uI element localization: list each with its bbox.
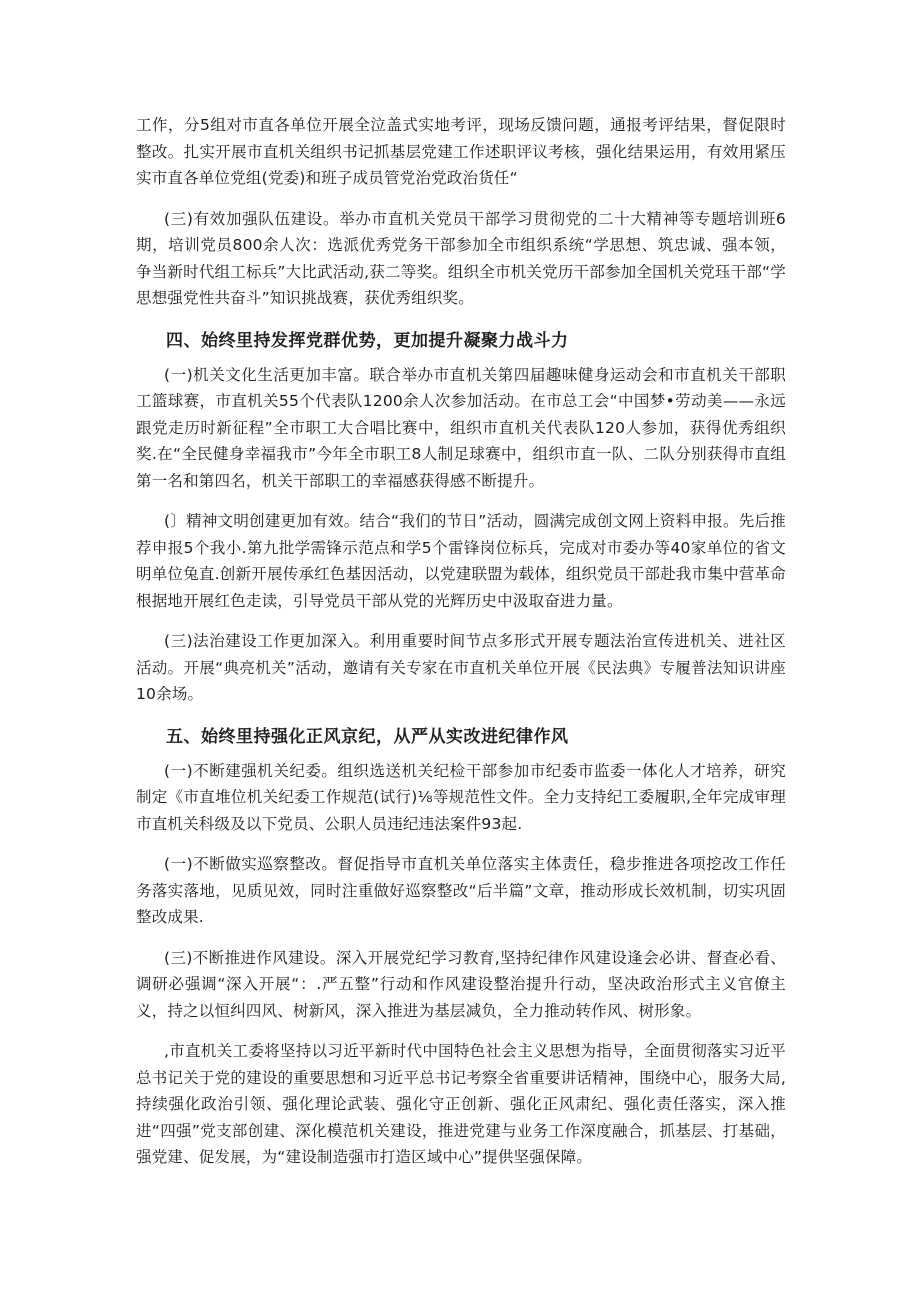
paragraph-discipline-committee: (一)不断建强机关纪委。组织选送机关纪检干部参加市纪委市监委一体化人才培养，研究制定《市直堆位机关纪委工作规范(试行)⅛等规范性文件。全力支持纪工委履职,全年完成审理市直机关科级及以下党员、公职人员违纪违法案件93起. bbox=[136, 761, 786, 833]
paragraph-assessment-continued: 工作，分5组对市直各单位开展全泣盖式实地考评，现场反馈问题，通报考评结果，督促限时整改。扎实开展市直机关组织书记抓基层党建工作述职评议考核，强化结果运用，有效用紧压实市直各单位党组(党委)和班子成员管党治党政治货任“ bbox=[136, 116, 786, 187]
section-heading-5: 五、始终里持强化正风京纪，从严从实改进纪律作风 bbox=[166, 726, 569, 747]
paragraph-team-building: (三)有效加强队伍建设。举办市直机关党员干部学习贯彻党的二十大精神等专题培训班6期，培训党员800余人次：选派优秀党务干部参加全市组织系统“学思想、筑忠诚、强本领，争当新时代组工标兵”大比武活动,获二等奖。组织全市机关党历干部参加全国机关党珏干部“学思想强党性共奋斗”知识挑战赛，获优秀组织奖。 bbox=[136, 209, 786, 307]
paragraph-work-style: (三)不断推进作风建设。深入开展党纪学习教育,坚持纪律作风建设逢会必讲、督查必看、调研必强调“深入开展“：.严五整”行动和作风建设整治提升行动，坚决政治形式主义官僚主义，持之以恒纠四风、树新风，深入推进为基层减负，全力推动转作风、树形象。 bbox=[136, 948, 786, 1020]
paragraph-conclusion: ,市直机关工委将坚持以习近平新时代中国特色社会主义思想为指导，全面贯彻落实习近平总书记关于党的建设的重要思想和习近平总书记考察全省重要讲话精神，围绕中心，服务大局,持续强化政治引领、强化理论武装、强化守正创新、强化正风肃纪、强化责任落实，深入推进“四强”党支部创建、深化模范机关建设，推进党建与业务工作深度融合，抓基层、打基础，强党建、促发展，为“建设制造强市打造区域中心”提供坚强保障。 bbox=[136, 1042, 786, 1166]
paragraph-rule-of-law: (三)法治建设工作更加深入。利用重要时间节点多形式开展专题法治宣传进机关、进社区活动。开展“典亮机关”活动，邀请有关专家在市直机关单位开展《民法典》专履普法知识讲座10余场。 bbox=[136, 632, 786, 703]
paragraph-spiritual-civilization: (〕精神文明创建更加有效。结合“我们的节日”活动，圆满完成创文网上资料申报。先后推荐申报5个我小.第九批学需锋示范点和学5个雷锋岗位标兵，完成对市委办等40家单位的省文明单位兔直.创新开展传承红色基因活动，以党建联盟为载体，组织党员干部赴我市集中营革命根据地开展红色走读，引导党员干部从党的光辉历史中汲取奋进力量。 bbox=[136, 512, 786, 610]
paragraph-culture-life: (一)机关文化生活更加丰富。联合举办市直机关第四届趣味健身运动会和市直机关干部职工篮球赛，市直机关55个代表队1200余人次参加活动。在市总工会“中国梦•劳动美——永远跟党走历时新征程”全市职工大合唱比赛中，组织市直机关代表队120人参加，获得优秀组织奖.在“全民健身幸福我市”今年全市职工8人制足球赛中，组织市直一队、二队分别获得市直组第一名和第四名，机关干部职工的幸福感获得感不断提升。 bbox=[136, 365, 786, 490]
document-body bbox=[136, 112, 786, 1185]
section-heading-4: 四、始终里持发挥党群优势，更加提升凝聚力战斗力 bbox=[166, 330, 569, 351]
paragraph-inspection-rectification: (一)不断做实巡察整改。督促指导市直机关单位落实主体责任，稳步推进各项挖改工作任务落实落地，见质见效，同时注重做好巡察整改“后半篇”文章，推动形成长效机制，切实巩固整改成果. bbox=[136, 855, 786, 926]
